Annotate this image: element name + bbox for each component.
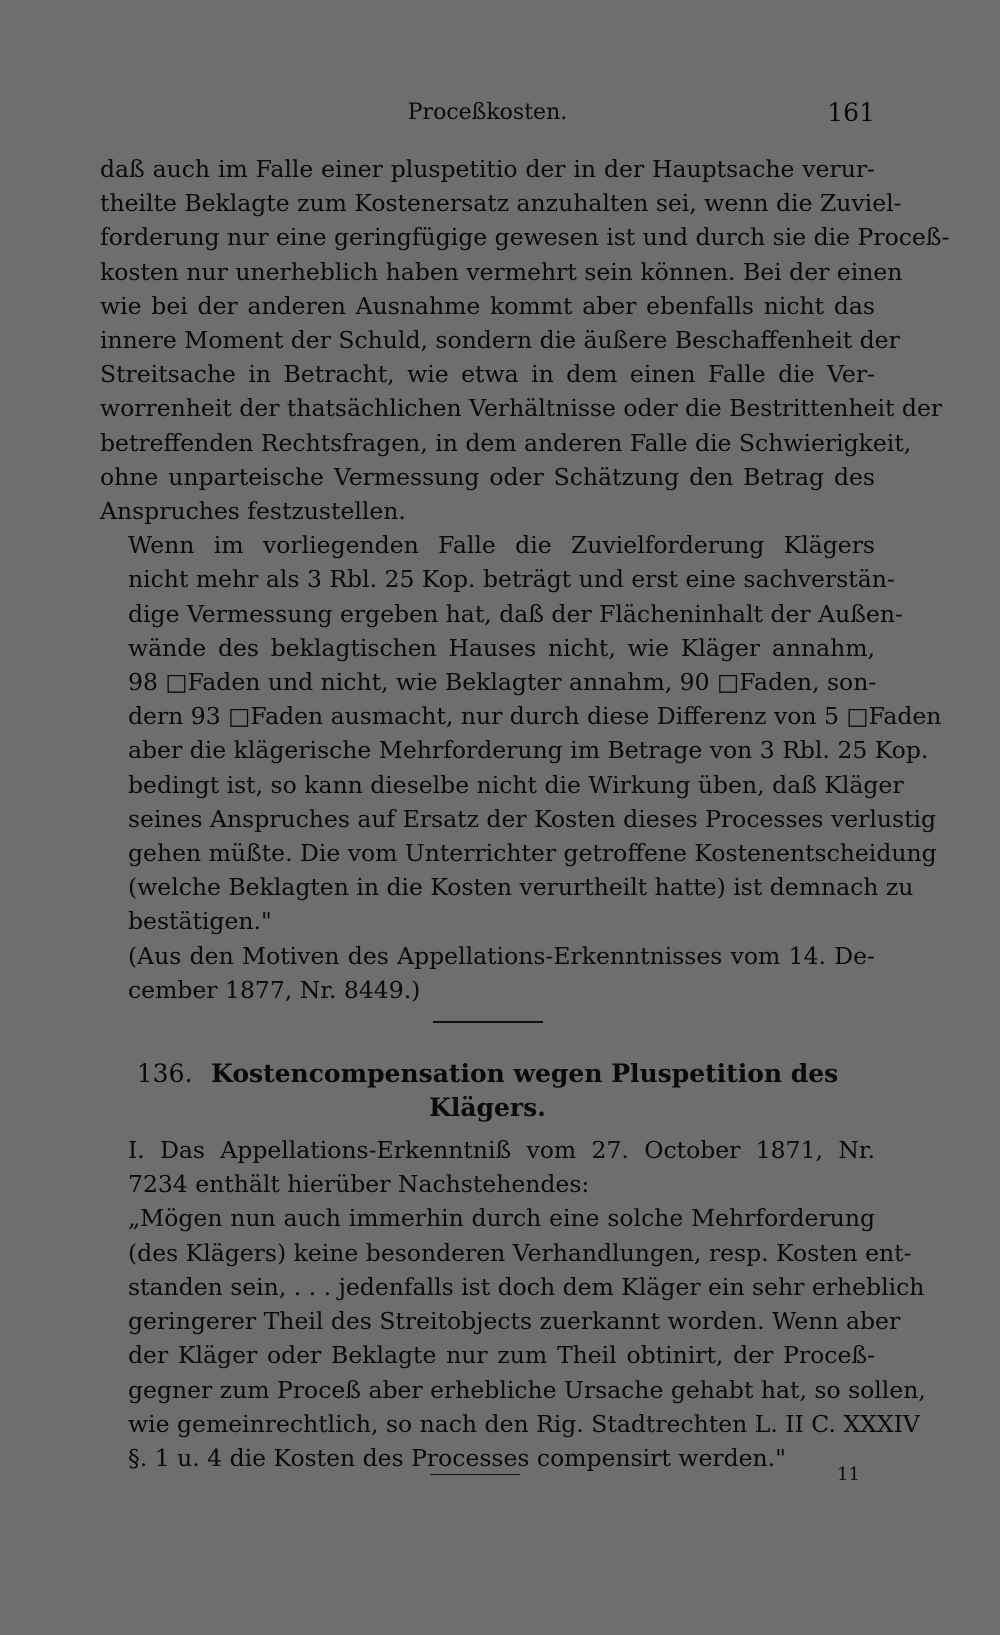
text-line: cember 1877, Nr. 8449.): [128, 975, 421, 1004]
text-block-1: [100, 152, 950, 1007]
paragraph: [100, 939, 875, 1007]
text-line: wände des beklagtischen Hauses nicht, wie Kläger annahm,: [128, 633, 875, 662]
page-footer: [100, 1464, 875, 1494]
text-line: wie gemeinrechtlich, so nach den Rig. Stadtrechten L. II C. XXXIV: [128, 1409, 920, 1438]
text-line: seines Anspruches auf Ersatz der Kosten dieses Processes verlustig: [128, 804, 937, 833]
text-line: §. 1 u. 4 die Kosten des Processes compensirt werden.": [128, 1443, 786, 1472]
text-line: forderung nur eine geringfügige gewesen ist und durch sie die Proceß-: [100, 223, 950, 252]
text-line: bestätigen.": [128, 907, 272, 936]
page-body: [100, 152, 950, 1475]
text-line: gehen müßte. Die vom Unterrichter getroffene Kostenentscheidung: [128, 839, 937, 868]
text-line: nicht mehr als 3 Rbl. 25 Kop. beträgt und erst eine sachverstän-: [128, 565, 895, 594]
text-line: worrenheit der thatsächlichen Verhältnisse oder die Bestrittenheit der: [100, 394, 943, 423]
text-line: (Aus den Motiven des Appellations-Erkenntnisses vom 14. De-: [128, 941, 875, 970]
text-block-2: [100, 1133, 926, 1475]
text-line: Streitsache in Betracht, wie etwa in dem einen Falle die Ver-: [100, 360, 875, 389]
paragraph: [100, 152, 950, 528]
text-line: wie bei der anderen Ausnahme kommt aber ebenfalls nicht das: [100, 291, 875, 320]
text-line: betreffenden Rechtsfragen, in dem anderen Falle die Schwierigkeit,: [100, 428, 912, 457]
running-head: Proceßkosten.: [407, 100, 568, 125]
text-line: Wenn im vorliegenden Falle die Zuvielforderung Klägers: [128, 531, 875, 560]
text-line: „Mögen nun auch immerhin durch eine solche Mehrforderung: [128, 1204, 875, 1233]
text-line: geringerer Theil des Streitobjects zuerkannt worden. Wenn aber: [128, 1307, 901, 1336]
text-line: theilte Beklagte zum Kostenersatz anzuhalten sei, wenn die Zuviel-: [100, 189, 902, 218]
text-line: aber die klägerische Mehrforderung im Betrage von 3 Rbl. 25 Kop.: [128, 736, 929, 765]
text-line: der Kläger oder Beklagte nur zum Theil obtinirt, der Proceß-: [128, 1341, 875, 1370]
paragraph: [100, 528, 942, 938]
paragraph: [100, 1133, 875, 1201]
text-line: (des Klägers) keine besonderen Verhandlungen, resp. Kosten ent-: [128, 1238, 912, 1267]
text-line: standen sein, . . . jedenfalls ist doch dem Kläger ein sehr erheblich: [128, 1272, 925, 1301]
text-line: (welche Beklagten in die Kosten verurtheilt hatte) ist demnach zu: [128, 873, 914, 902]
text-line: gegner zum Proceß aber erhebliche Ursache gehabt hat, so sollen,: [128, 1375, 926, 1404]
signature-mark: 11: [837, 1464, 860, 1485]
text-line: bedingt ist, so kann dieselbe nicht die Wirkung üben, daß Kläger: [128, 770, 904, 799]
text-line: dige Vermessung ergeben hat, daß der Flächeninhalt der Außen-: [128, 599, 903, 628]
paragraph: [100, 1201, 926, 1475]
page-number: 161: [827, 98, 875, 127]
text-line: I. Das Appellations-Erkenntniß vom 27. October 1871, Nr.: [128, 1136, 875, 1165]
text-line: kosten nur unerheblich haben vermehrt sein können. Bei der einen: [100, 257, 903, 286]
footer-rule: [430, 1474, 520, 1475]
text-line: ohne unparteische Vermessung oder Schätzung den Betrag des: [100, 462, 875, 491]
section-title: Kostencompensation wegen Pluspetition des Klägers.: [211, 1059, 839, 1123]
text-line: innere Moment der Schuld, sondern die äußere Beschaffenheit der: [100, 326, 900, 355]
section-divider: [433, 1021, 543, 1023]
section-heading: [100, 1057, 875, 1125]
text-line: 98 □Faden und nicht, wie Beklagter annahm, 90 □Faden, son-: [128, 668, 877, 697]
section-number: 136.: [136, 1059, 193, 1089]
text-line: daß auch im Falle einer pluspetitio der in der Hauptsache verur-: [100, 155, 875, 183]
text-line: dern 93 □Faden ausmacht, nur durch diese Differenz von 5 □Faden: [128, 702, 942, 731]
text-line: 7234 enthält hierüber Nachstehendes:: [128, 1170, 590, 1199]
text-line: Anspruches festzustellen.: [100, 497, 406, 526]
page-header: [100, 98, 875, 130]
